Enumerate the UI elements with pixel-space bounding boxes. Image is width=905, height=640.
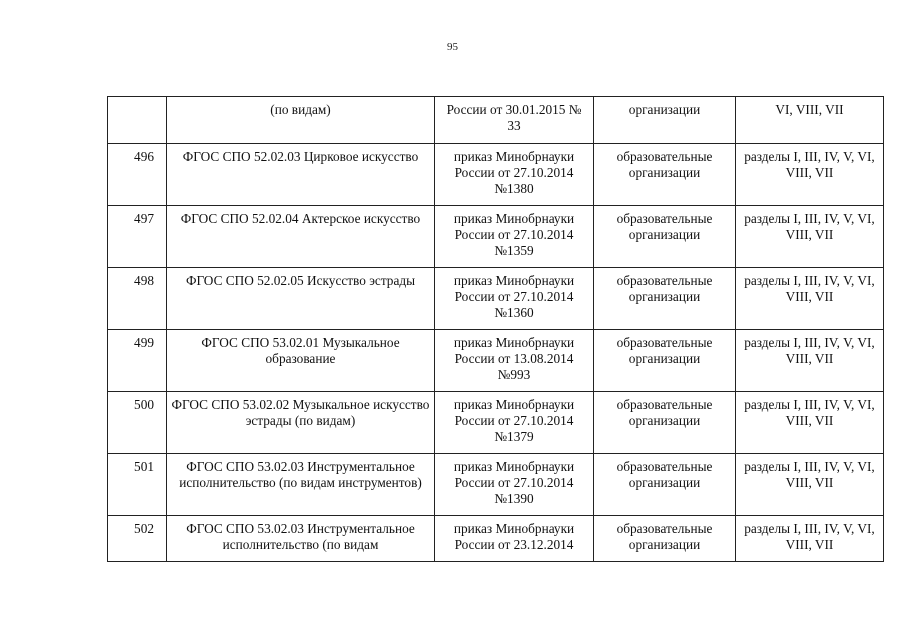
order-cell [435,144,594,206]
order-line: №1359 [494,243,534,258]
row-number-cell [108,97,167,144]
order-line: России от 27.10.2014 [454,227,574,242]
regulation-table-body [108,97,884,562]
document-cell: ФГОС СПО 52.02.05 Искусство эстрады [167,268,435,330]
order-line: №1360 [494,305,534,320]
table-row [108,454,884,516]
document-cell: ФГОС СПО 52.02.04 Актерское искусство [167,206,435,268]
order-cell [435,97,594,144]
applies-to-cell: организации [594,97,736,144]
document-cell: ФГОС СПО 53.02.03 Инструментальное исполнительство (по видам инструментов) [167,454,435,516]
order-line: 33 [507,118,521,133]
order-line: приказ Минобрнауки [453,273,575,288]
applies-to-cell: образовательные организации [594,206,736,268]
sections-cell: разделы I, III, IV, V, VI, VIII, VII [736,206,884,268]
table-row [108,206,884,268]
table-row [108,97,884,144]
order-line: приказ Минобрнауки [453,149,575,164]
sections-cell: разделы I, III, IV, V, VI, VIII, VII [736,392,884,454]
order-cell [435,516,594,562]
row-number-cell: 497 [108,206,167,268]
document-cell: ФГОС СПО 52.02.03 Цирковое искусство [167,144,435,206]
order-line: России от 27.10.2014 [454,289,574,304]
sections-cell: разделы I, III, IV, V, VI, VIII, VII [736,144,884,206]
order-line: России от 27.10.2014 [454,413,574,428]
applies-to-cell: образовательные организации [594,330,736,392]
row-number-cell: 500 [108,392,167,454]
row-number-cell: 502 [108,516,167,562]
order-cell [435,206,594,268]
order-line: №1390 [494,491,534,506]
row-number-cell: 498 [108,268,167,330]
order-cell [435,392,594,454]
applies-to-cell: образовательные организации [594,268,736,330]
row-number-cell: 501 [108,454,167,516]
order-line: приказ Минобрнауки [453,521,575,536]
document-cell: ФГОС СПО 53.02.03 Инструментальное исполнительство (по видам [167,516,435,562]
table-row [108,268,884,330]
order-line: приказ Минобрнауки [453,211,575,226]
table-row [108,392,884,454]
order-cell [435,330,594,392]
row-number-cell: 499 [108,330,167,392]
sections-cell: VI, VIII, VII [736,97,884,144]
applies-to-cell: образовательные организации [594,392,736,454]
table-row [108,330,884,392]
page-number: 95 [447,41,458,53]
sections-cell: разделы I, III, IV, V, VI, VIII, VII [736,516,884,562]
applies-to-cell: образовательные организации [594,454,736,516]
order-line: России от 27.10.2014 [454,165,574,180]
document-cell: (по видам) [167,97,435,144]
row-number-cell: 496 [108,144,167,206]
document-cell: ФГОС СПО 53.02.02 Музыкальное искусство эстрады (по видам) [167,392,435,454]
document-cell: ФГОС СПО 53.02.01 Музыкальное образование [167,330,435,392]
order-line: приказ Минобрнауки [453,335,575,350]
order-line: №993 [497,367,531,382]
sections-cell: разделы I, III, IV, V, VI, VIII, VII [736,268,884,330]
applies-to-cell: образовательные организации [594,144,736,206]
regulation-table [107,96,884,562]
sections-cell: разделы I, III, IV, V, VI, VIII, VII [736,330,884,392]
order-line: приказ Минобрнауки [453,397,575,412]
order-cell [435,268,594,330]
order-line: России от 13.08.2014 [454,351,574,366]
order-line: №1380 [494,181,534,196]
order-line: №1379 [494,429,534,444]
order-line: России от 30.01.2015 № [446,102,582,117]
order-line: приказ Минобрнауки [453,459,575,474]
table-row [108,516,884,562]
order-cell [435,454,594,516]
sections-cell: разделы I, III, IV, V, VI, VIII, VII [736,454,884,516]
table-row [108,144,884,206]
order-line: России от 27.10.2014 [454,475,574,490]
order-line: России от 23.12.2014 [454,537,574,552]
applies-to-cell: образовательные организации [594,516,736,562]
